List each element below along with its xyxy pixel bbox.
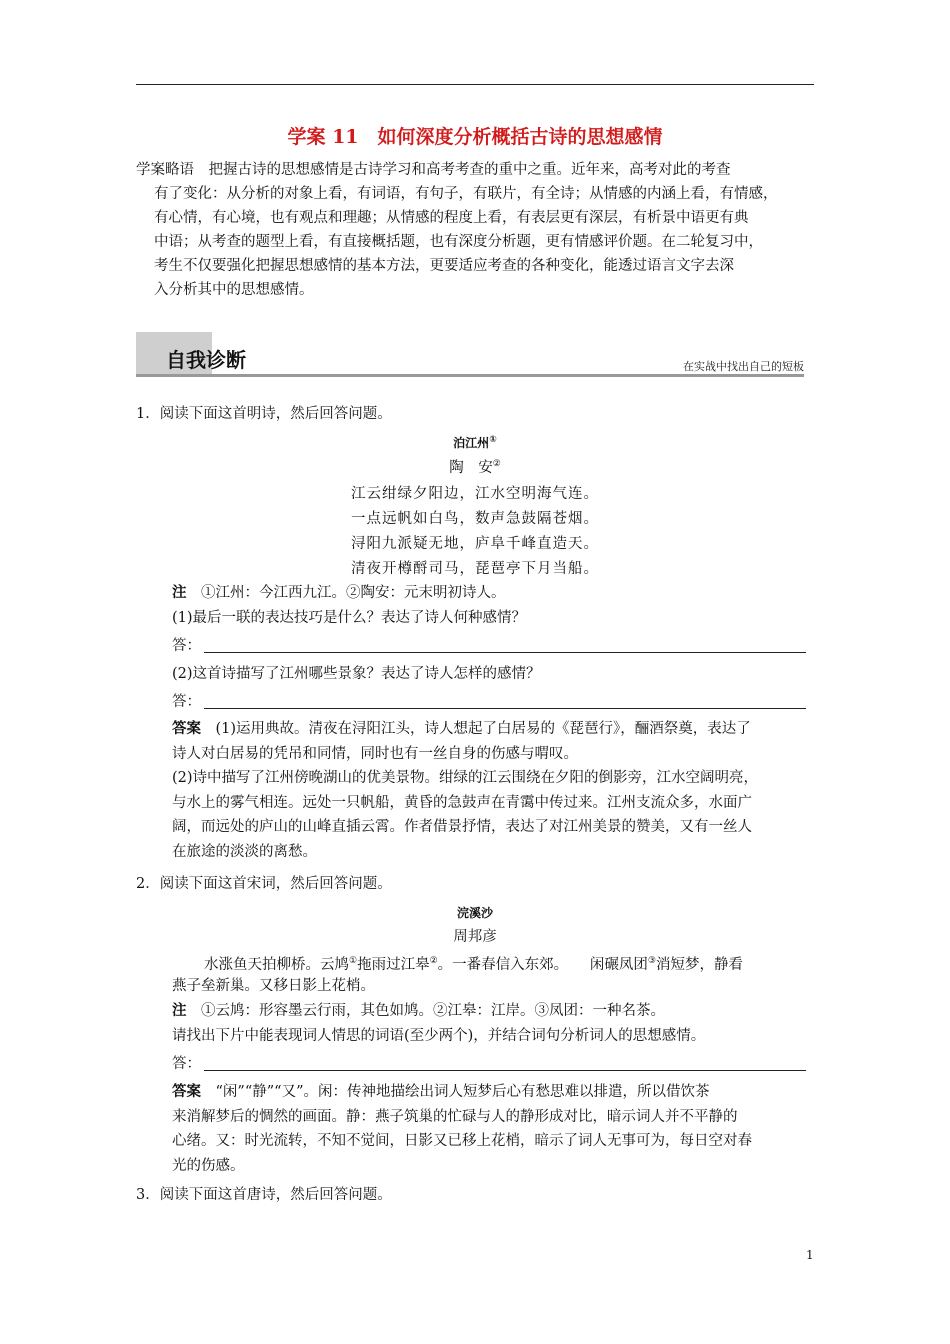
intro-paragraph bbox=[136, 158, 816, 302]
poem-title-text: 泊江州 bbox=[453, 436, 490, 450]
answer-underline bbox=[204, 708, 806, 709]
section-subtitle: 在实战中找出自己的短板 bbox=[683, 360, 804, 373]
question-3-stem: 3．阅读下面这首唐诗，然后回答问题。 bbox=[136, 1187, 392, 1203]
answer-underline bbox=[204, 652, 806, 653]
answer-text: 诗人对白居易的凭吊和同情，同时也有一丝自身的伤感与喟叹。 bbox=[172, 745, 578, 762]
note-label: 注 bbox=[172, 1002, 187, 1019]
intro-line: 入分析其中的思想感情。 bbox=[154, 282, 314, 298]
answer-prefix: 答： bbox=[172, 694, 201, 710]
answer-underline bbox=[204, 1070, 806, 1071]
q1-note bbox=[172, 581, 816, 606]
note-text: ①云鸠：形容墨云行雨，其色如鸠。②江皋：江岸。③凤团：一种名茶。 bbox=[201, 1003, 665, 1019]
verse-text: 拖雨过江皋 bbox=[357, 956, 430, 973]
intro-line: 有心情，有心境，也有观点和理趣；从情感的程度上看，有表层更有深层，有析景中语更有典 bbox=[154, 210, 749, 226]
header-rule bbox=[136, 84, 814, 85]
verse-text: 消短梦，静看 bbox=[655, 956, 743, 973]
note-text: ①江州：今江西九江。②陶安：元末明初诗人。 bbox=[201, 585, 506, 601]
page-title: 学案 11 如何深度分析概括古诗的思想感情 bbox=[287, 126, 663, 148]
verse-text: 。一番春信入东郊。 闲碾凤团 bbox=[437, 956, 648, 973]
section-label: 自我诊断 bbox=[166, 348, 246, 372]
author-text: 陶 安 bbox=[449, 460, 493, 476]
q1-sub2: (2)这首诗描写了江州哪些景象？表达了诗人怎样的感情？ bbox=[172, 666, 541, 682]
answer-label: 答案 bbox=[172, 720, 201, 737]
q2-question: 请找出下片中能表现词人情思的词语(至少两个)，并结合词句分析词人的思想感情。 bbox=[172, 1028, 706, 1044]
footnote-mark: ③ bbox=[647, 956, 656, 966]
intro-line: 有了变化：从分析的对象上看，有词语，有句子，有联片，有全诗；从情感的内涵上看，有情感， bbox=[154, 186, 778, 202]
poem-line: 一点远帆如白鸟，数声急鼓隔苍烟。 bbox=[351, 511, 599, 527]
answer-line[interactable] bbox=[172, 1052, 806, 1074]
question-2-stem: 2．阅读下面这首宋词，然后回答问题。 bbox=[136, 876, 392, 892]
poem-line: 清夜开樽酹司马，琵琶亭下月当船。 bbox=[351, 561, 599, 577]
q1-sub1: (1)最后一联的表达技巧是什么？表达了诗人何种感情？ bbox=[172, 610, 527, 626]
answer-line[interactable] bbox=[172, 690, 806, 712]
poem-1-author bbox=[0, 456, 950, 477]
answer-text: 光的伤感。 bbox=[172, 1157, 245, 1174]
verse-text: 水涨鱼天拍柳桥。云鸠 bbox=[204, 956, 349, 973]
intro-line: 中语；从考查的题型上看，有直接概括题，也有深度分析题，更有情感评价题。在二轮复习中， bbox=[154, 234, 763, 250]
answer-text: (1)运用典故。清夜在浔阳江头，诗人想起了白居易的《琵琶行》，酾酒祭奠，表达了 bbox=[215, 721, 751, 737]
poem-line: 江云绀绿夕阳边，江水空明海气连。 bbox=[351, 486, 599, 502]
poem-2-title: 浣溪沙 bbox=[456, 906, 493, 920]
question-1-stem: 1．阅读下面这首明诗，然后回答问题。 bbox=[136, 406, 392, 422]
footnote-mark: ② bbox=[492, 459, 501, 470]
poem-line: 浔阳九派疑无地，庐阜千峰直造天。 bbox=[351, 536, 599, 552]
answer-line[interactable] bbox=[172, 634, 806, 656]
answer-line-text bbox=[172, 1080, 816, 1105]
poem-2-author: 周邦彦 bbox=[453, 929, 497, 945]
footnote-mark: ① bbox=[349, 956, 358, 966]
banner-bar bbox=[136, 374, 804, 377]
answer-text: 来消解梦后的惆然的画面。静：燕子筑巢的忙碌与人的静形成对比，暗示词人并不平静的 bbox=[172, 1108, 738, 1125]
ci-verse-line: 燕子垒新巢。又移日影上花梢。 bbox=[172, 978, 375, 994]
answer-text: “闲”“静”“又”。闲：传神地描绘出词人短梦后心有愁思难以排遣，所以借饮茶 bbox=[215, 1084, 710, 1100]
intro-line: 考生不仅要强化把握思想感情的基本方法，更要适应考查的各种变化，能透过语言文字去深 bbox=[154, 258, 734, 274]
answer-text: 心绪。又：时光流转，不知不觉间，日影又已移上花梢，暗示了词人无事可为，每日空对春 bbox=[172, 1133, 752, 1149]
answer-line-text bbox=[172, 717, 816, 742]
intro-line: 学案略语 把握古诗的思想感情是古诗学习和高考考查的重中之重。近年来，高考对此的考查 bbox=[136, 162, 731, 178]
section-banner bbox=[136, 332, 804, 378]
answer-text: 阔，而远处的庐山的山峰直插云霄。作者借景抒情，表达了对江州美景的赞美，又有一丝人 bbox=[172, 819, 752, 835]
answer-prefix: 答： bbox=[172, 638, 201, 654]
answer-label: 答案 bbox=[172, 1083, 201, 1100]
note-label: 注 bbox=[172, 584, 187, 601]
q2-answer bbox=[172, 1080, 816, 1178]
answer-text: 在旅途的淡淡的离愁。 bbox=[172, 843, 317, 860]
q2-note bbox=[172, 999, 816, 1024]
answer-text: (2)诗中描写了江州傍晚湖山的优美景物。绀绿的江云围绕在夕阳的倒影旁，江水空阔明亮， bbox=[172, 770, 759, 786]
q1-answer bbox=[172, 717, 816, 864]
footnote-mark: ① bbox=[489, 435, 497, 445]
answer-prefix: 答： bbox=[172, 1056, 201, 1072]
footnote-mark: ② bbox=[429, 956, 438, 966]
page-number: 1 bbox=[806, 1248, 814, 1262]
poem-1-title bbox=[0, 434, 950, 451]
answer-text: 与水上的雾气相连。远处一只帆船，黄昏的急鼓声在青霭中传过来。江州支流众多，水面广 bbox=[172, 794, 752, 811]
